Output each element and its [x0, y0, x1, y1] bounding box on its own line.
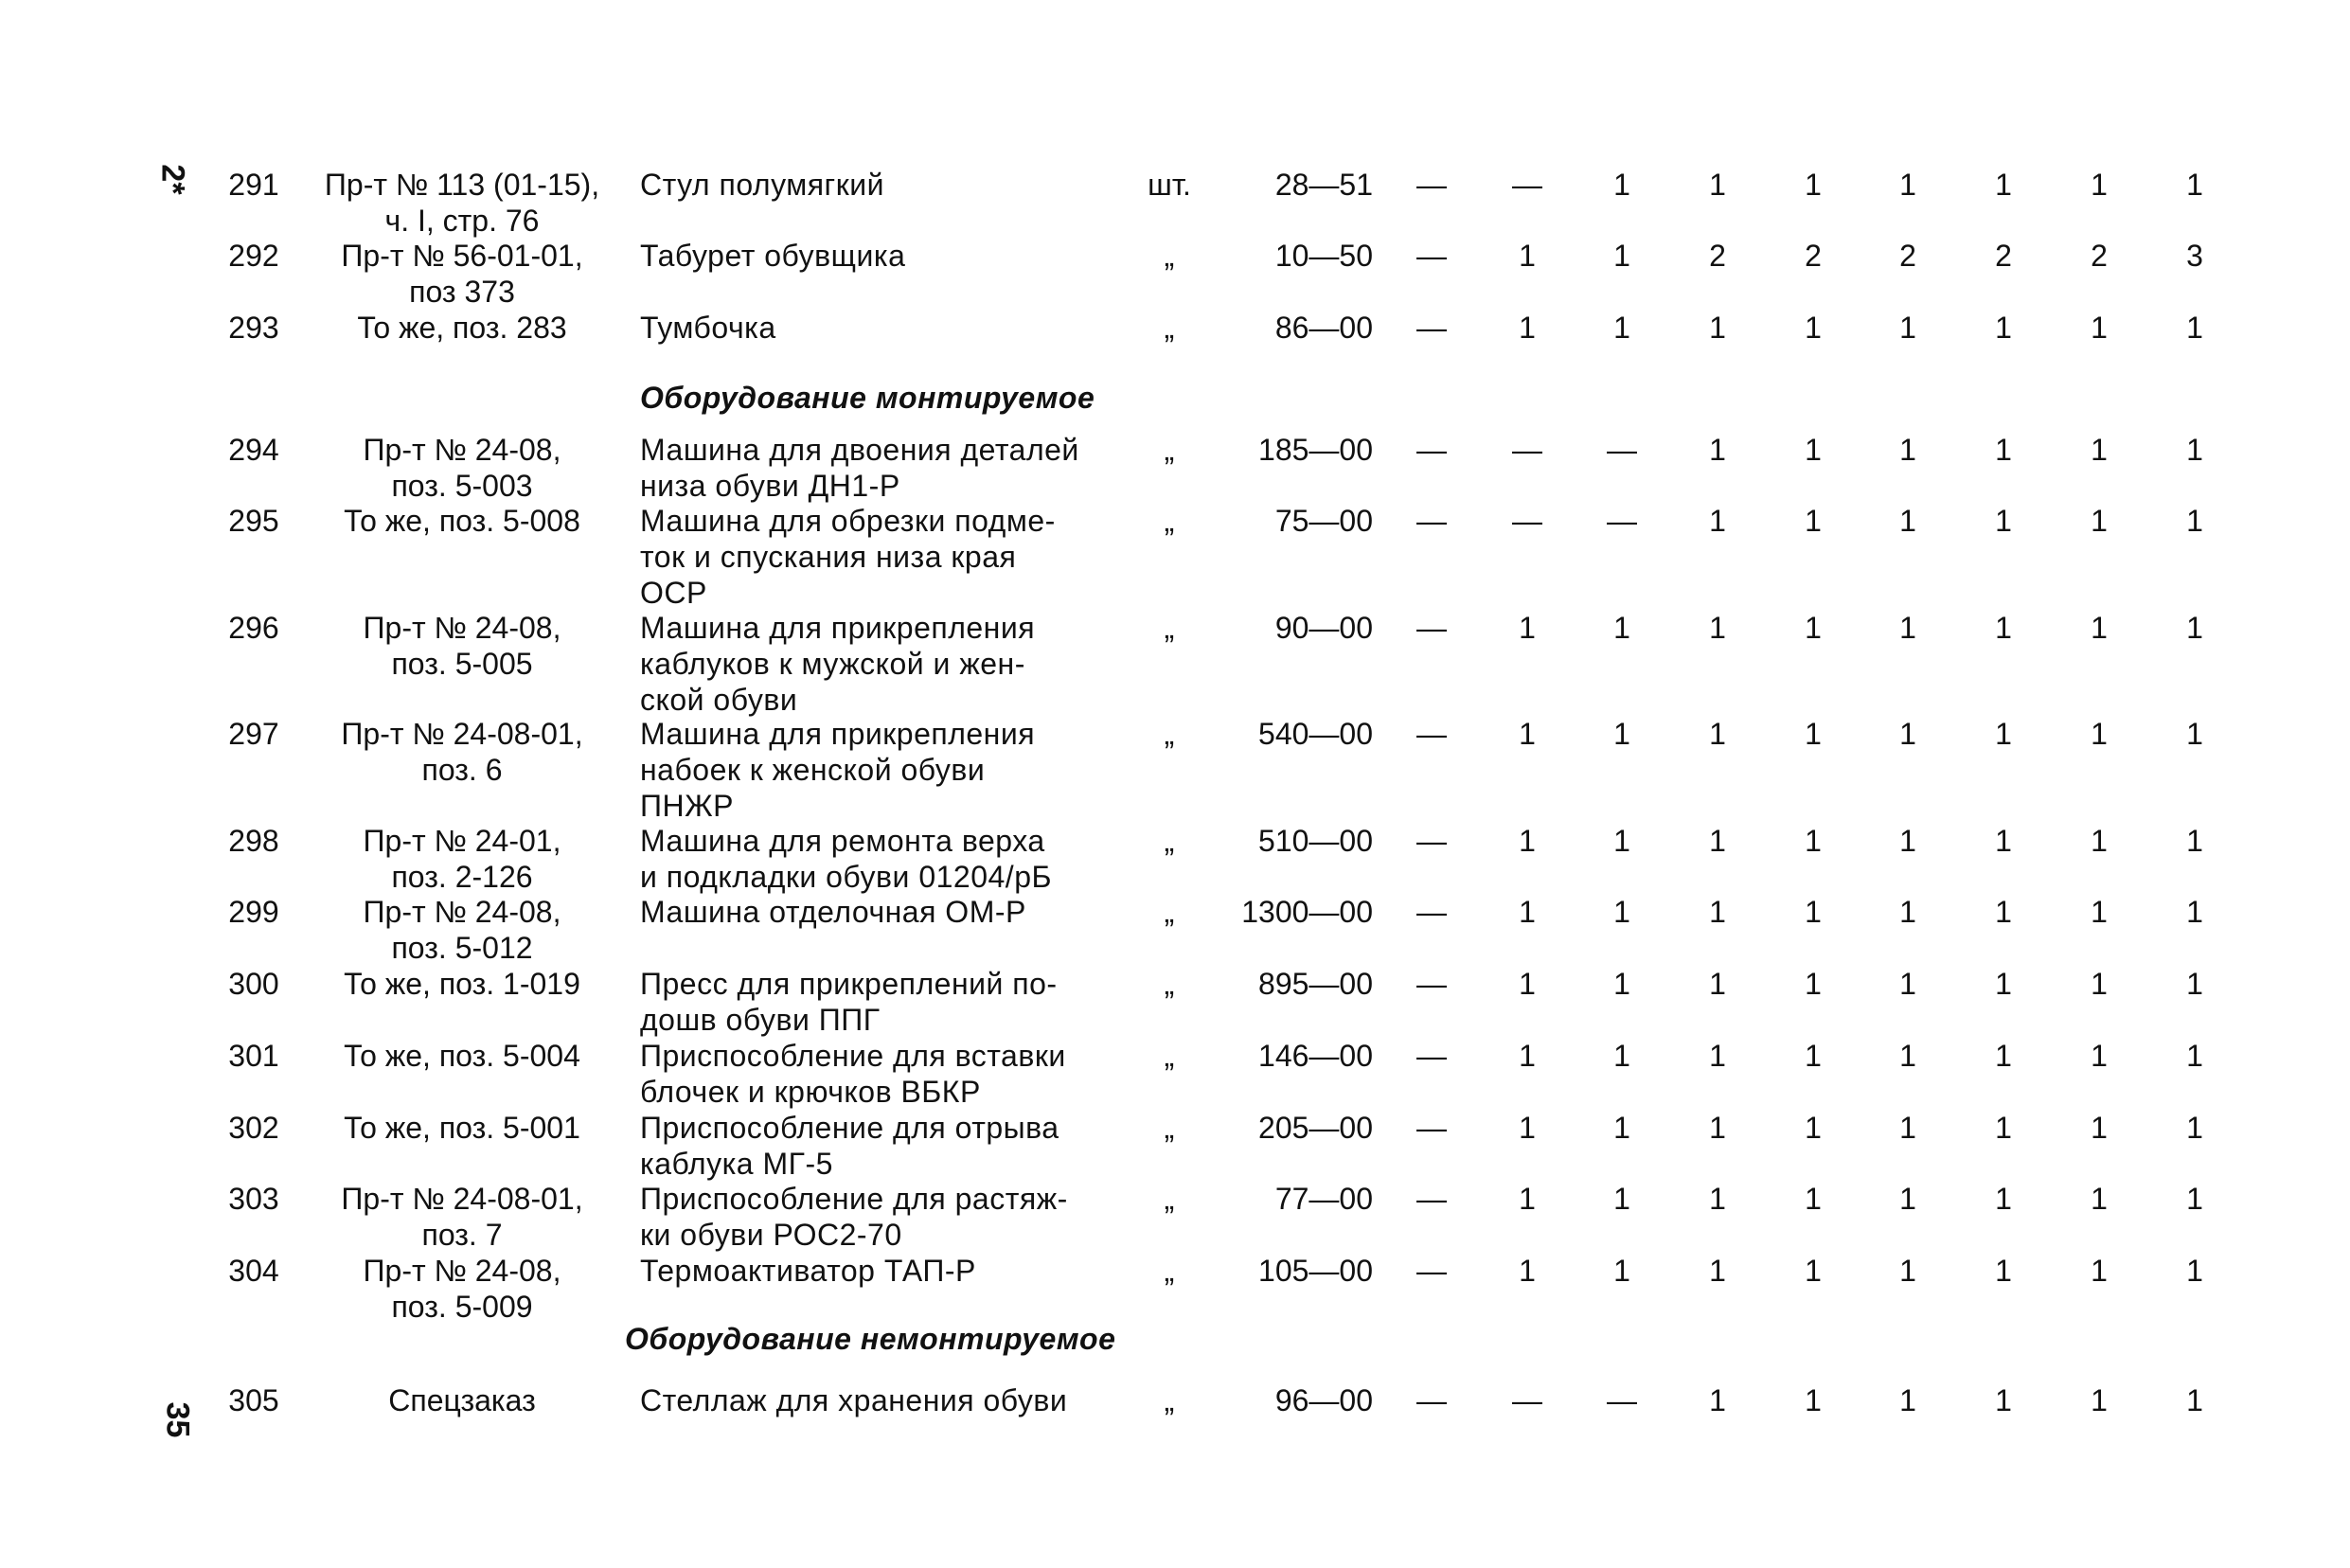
catalog-reference-line: ч. I, стр. 76 — [384, 204, 540, 238]
catalog-reference — [301, 432, 623, 504]
quantity-cell: 1 — [1709, 1254, 1726, 1288]
quantity-cell: 1 — [1519, 239, 1536, 273]
equipment-name-line: ток и спускания низа края — [640, 540, 1017, 574]
quantity-cell: 1 — [2091, 1254, 2108, 1288]
equipment-name-line: Тумбочка — [640, 311, 776, 345]
item-number: 301 — [228, 1039, 279, 1073]
price: 205—00 — [1258, 1111, 1373, 1145]
quantity-cell: 1 — [1805, 1182, 1822, 1216]
quantity-cell: 3 — [2186, 239, 2203, 273]
quantity-cell: 1 — [1805, 1111, 1822, 1145]
quantity-cell: 1 — [1709, 1111, 1726, 1145]
catalog-reference-line: То же, поз. 5-008 — [344, 504, 580, 538]
quantity-cell: — — [1416, 433, 1447, 467]
quantity-cell: 1 — [2186, 611, 2203, 645]
quantity-cell: 1 — [1899, 433, 1916, 467]
quantity-cell: 1 — [1995, 1254, 2012, 1288]
catalog-reference-line: поз. 5-012 — [391, 931, 533, 965]
equipment-name-line: ОСР — [640, 576, 707, 610]
quantity-cell: 1 — [1519, 1039, 1536, 1073]
catalog-reference-line: Пр-т № 24-08, — [363, 1254, 561, 1288]
catalog-reference-line: поз. 5-009 — [391, 1290, 533, 1324]
quantity-cell: 1 — [2091, 895, 2108, 929]
quantity-cell: 1 — [1709, 433, 1726, 467]
price: 77—00 — [1274, 1182, 1373, 1216]
quantity-cell: 1 — [1805, 311, 1822, 345]
unit: „ — [1164, 717, 1175, 751]
quantity-cell: — — [1512, 1383, 1542, 1417]
quantity-cell: 1 — [1613, 1182, 1630, 1216]
quantity-cell: 2 — [1995, 239, 2012, 273]
item-number: 295 — [228, 504, 279, 538]
quantity-cell: 1 — [1995, 1383, 2012, 1417]
quantity-cell: — — [1416, 311, 1447, 345]
catalog-reference-line: Пр-т № 24-01, — [363, 824, 561, 858]
quantity-cell: 1 — [1995, 1039, 2012, 1073]
quantity-cell: 1 — [2091, 611, 2108, 645]
item-number: 300 — [228, 967, 279, 1001]
quantity-cell: 1 — [1805, 504, 1822, 538]
quantity-cell: 1 — [1613, 168, 1630, 202]
catalog-reference — [301, 1110, 623, 1146]
item-number: 298 — [228, 824, 279, 858]
quantity-cell: 1 — [1519, 824, 1536, 858]
quantity-cell: 1 — [2186, 168, 2203, 202]
quantity-cell: 1 — [1613, 895, 1630, 929]
quantity-cell: 1 — [1519, 717, 1536, 751]
equipment-name-line: Пресс для прикреплений по- — [640, 967, 1058, 1001]
price: 105—00 — [1258, 1254, 1373, 1288]
equipment-name — [640, 1110, 1132, 1182]
catalog-reference — [301, 238, 623, 310]
item-number: 299 — [228, 895, 279, 929]
quantity-cell: 1 — [1995, 895, 2012, 929]
quantity-cell: 1 — [1805, 824, 1822, 858]
quantity-cell: 1 — [1899, 895, 1916, 929]
quantity-cell: 2 — [1709, 239, 1726, 273]
quantity-cell: 1 — [1709, 168, 1726, 202]
equipment-name — [640, 1253, 1132, 1289]
quantity-cell: 1 — [1805, 611, 1822, 645]
catalog-reference — [301, 823, 623, 895]
equipment-name-line: дошв обуви ППГ — [640, 1003, 881, 1037]
quantity-cell: 1 — [1709, 504, 1726, 538]
quantity-cell: 1 — [2186, 311, 2203, 345]
quantity-cell: 1 — [2186, 504, 2203, 538]
catalog-reference-line: поз. 5-005 — [391, 647, 533, 681]
price: 510—00 — [1258, 824, 1373, 858]
page-number: 35 — [159, 1401, 196, 1438]
item-number: 305 — [228, 1383, 279, 1417]
quantity-cell: 1 — [1899, 1111, 1916, 1145]
quantity-cell: 1 — [1899, 168, 1916, 202]
quantity-cell: 1 — [1519, 1111, 1536, 1145]
quantity-cell: 1 — [1709, 824, 1726, 858]
quantity-cell: 1 — [1805, 895, 1822, 929]
equipment-name-line: каблуков к мужской и жен- — [640, 647, 1025, 681]
quantity-cell: 1 — [2186, 717, 2203, 751]
quantity-cell: 1 — [2091, 311, 2108, 345]
quantity-cell: 1 — [1995, 611, 2012, 645]
equipment-name — [640, 432, 1132, 504]
unit: „ — [1164, 967, 1175, 1001]
quantity-cell: 1 — [2186, 1383, 2203, 1417]
quantity-cell: 1 — [2186, 1111, 2203, 1145]
equipment-name-line: и подкладки обуви 01204/рБ — [640, 860, 1052, 894]
equipment-name-line: блочек и крючков ВБКР — [640, 1075, 981, 1109]
quantity-cell: 1 — [1995, 1111, 2012, 1145]
unit: „ — [1164, 1254, 1175, 1288]
quantity-cell: 1 — [2186, 1254, 2203, 1288]
quantity-cell: 1 — [1995, 311, 2012, 345]
equipment-name — [640, 1038, 1132, 1110]
unit: „ — [1164, 504, 1175, 538]
quantity-cell: 1 — [1899, 311, 1916, 345]
item-number: 291 — [228, 168, 279, 202]
equipment-name-line: Термоактиватор ТАП-Р — [640, 1254, 976, 1288]
quantity-cell: 1 — [2091, 1182, 2108, 1216]
quantity-cell: — — [1416, 967, 1447, 1001]
quantity-cell: 1 — [2091, 1111, 2108, 1145]
quantity-cell: 1 — [1899, 1383, 1916, 1417]
quantity-cell: — — [1512, 433, 1542, 467]
quantity-cell: 1 — [1613, 311, 1630, 345]
quantity-cell: 1 — [1805, 1383, 1822, 1417]
quantity-cell: 1 — [2186, 824, 2203, 858]
quantity-cell: — — [1416, 1383, 1447, 1417]
catalog-reference-line: поз 373 — [409, 275, 515, 309]
quantity-cell: — — [1607, 433, 1637, 467]
quantity-cell: 1 — [2091, 967, 2108, 1001]
unit: „ — [1164, 1111, 1175, 1145]
quantity-cell: — — [1416, 168, 1447, 202]
equipment-name-line: Машина для прикрепления — [640, 717, 1036, 751]
unit: „ — [1164, 1182, 1175, 1216]
quantity-cell: 1 — [1899, 967, 1916, 1001]
catalog-reference-line: То же, поз. 5-004 — [344, 1039, 580, 1073]
quantity-cell: 1 — [2186, 967, 2203, 1001]
quantity-cell: — — [1416, 1182, 1447, 1216]
quantity-cell: 1 — [1613, 1111, 1630, 1145]
unit: „ — [1164, 611, 1175, 645]
unit: „ — [1164, 1383, 1175, 1417]
quantity-cell: 1 — [1709, 611, 1726, 645]
unit: „ — [1164, 311, 1175, 345]
quantity-cell: 1 — [2091, 717, 2108, 751]
price: 90—00 — [1274, 611, 1373, 645]
catalog-reference — [301, 1038, 623, 1074]
quantity-cell: — — [1416, 1254, 1447, 1288]
catalog-reference — [301, 1181, 623, 1253]
price: 1300—00 — [1241, 895, 1373, 929]
equipment-name — [640, 823, 1132, 895]
catalog-reference-line: То же, поз. 1-019 — [344, 967, 580, 1001]
item-number: 296 — [228, 611, 279, 645]
quantity-cell: 1 — [1899, 824, 1916, 858]
unit: „ — [1164, 433, 1175, 467]
quantity-cell: 1 — [1899, 1254, 1916, 1288]
equipment-name-line: каблука МГ-5 — [640, 1147, 833, 1181]
price: 540—00 — [1258, 717, 1373, 751]
quantity-cell: 1 — [1995, 504, 2012, 538]
price: 146—00 — [1258, 1039, 1373, 1073]
item-number: 303 — [228, 1182, 279, 1216]
quantity-cell: 1 — [1613, 1039, 1630, 1073]
equipment-name — [640, 610, 1132, 718]
equipment-name-line: ПНЖР — [640, 789, 734, 823]
quantity-cell: 1 — [2186, 433, 2203, 467]
unit: „ — [1164, 1039, 1175, 1073]
quantity-cell: 1 — [1709, 311, 1726, 345]
quantity-cell: 1 — [1899, 504, 1916, 538]
quantity-cell: 1 — [1805, 168, 1822, 202]
equipment-name — [640, 503, 1132, 611]
catalog-reference — [301, 1253, 623, 1325]
quantity-cell: — — [1416, 239, 1447, 273]
catalog-reference-line: поз. 2-126 — [391, 860, 533, 894]
quantity-cell: 1 — [1805, 433, 1822, 467]
quantity-cell: 1 — [1899, 1182, 1916, 1216]
quantity-cell: 1 — [1613, 239, 1630, 273]
equipment-name-line: Стул полумягкий — [640, 168, 884, 202]
quantity-cell: 1 — [1709, 967, 1726, 1001]
equipment-name-line: Стеллаж для хранения обуви — [640, 1383, 1068, 1417]
catalog-reference — [301, 503, 623, 539]
quantity-cell: 1 — [1709, 1039, 1726, 1073]
quantity-cell: — — [1416, 824, 1447, 858]
catalog-reference-line: То же, поз. 5-001 — [344, 1111, 580, 1145]
catalog-reference-line: Пр-т № 24-08, — [363, 611, 561, 645]
catalog-reference-line: Пр-т № 113 (01-15), — [324, 168, 600, 202]
item-number: 293 — [228, 311, 279, 345]
price: 28—51 — [1274, 168, 1373, 202]
equipment-name — [640, 716, 1132, 824]
price: 86—00 — [1274, 311, 1373, 345]
quantity-cell: 1 — [1709, 717, 1726, 751]
equipment-name-line: Машина для двоения деталей — [640, 433, 1079, 467]
equipment-name — [640, 238, 1132, 274]
catalog-reference-line: Пр-т № 24-08, — [363, 895, 561, 929]
quantity-cell: 1 — [1805, 1254, 1822, 1288]
quantity-cell: 1 — [1613, 1254, 1630, 1288]
quantity-cell: 1 — [1519, 967, 1536, 1001]
quantity-cell: 1 — [1519, 1254, 1536, 1288]
quantity-cell: 1 — [1995, 717, 2012, 751]
equipment-name-line: низа обуви ДН1-Р — [640, 469, 900, 503]
equipment-name — [640, 966, 1132, 1038]
catalog-reference — [301, 966, 623, 1002]
equipment-name-line: ки обуви РОС2-70 — [640, 1218, 902, 1252]
quantity-cell: — — [1416, 895, 1447, 929]
catalog-reference — [301, 894, 623, 966]
quantity-cell: 1 — [2186, 1039, 2203, 1073]
catalog-reference-line: Спецзаказ — [388, 1383, 536, 1417]
quantity-cell: 1 — [1519, 895, 1536, 929]
quantity-cell: 1 — [1519, 1182, 1536, 1216]
unit: шт. — [1148, 168, 1191, 202]
item-number: 304 — [228, 1254, 279, 1288]
quantity-cell: 1 — [2186, 1182, 2203, 1216]
quantity-cell: — — [1416, 1111, 1447, 1145]
quantity-cell: 1 — [1995, 168, 2012, 202]
equipment-name-line: ской обуви — [640, 683, 798, 717]
quantity-cell: 1 — [1613, 717, 1630, 751]
quantity-cell: 1 — [1519, 311, 1536, 345]
quantity-cell: 1 — [1995, 1182, 2012, 1216]
item-number: 297 — [228, 717, 279, 751]
quantity-cell: 2 — [2091, 239, 2108, 273]
quantity-cell: 1 — [1709, 1383, 1726, 1417]
price: 895—00 — [1258, 967, 1373, 1001]
equipment-name-line: Машина отделочная ОМ-Р — [640, 895, 1026, 929]
equipment-name-line: Машина для прикрепления — [640, 611, 1036, 645]
equipment-name — [640, 1181, 1132, 1253]
price: 75—00 — [1274, 504, 1373, 538]
price: 96—00 — [1274, 1383, 1373, 1417]
quantity-cell: — — [1512, 168, 1542, 202]
quantity-cell: — — [1607, 1383, 1637, 1417]
quantity-cell: — — [1416, 1039, 1447, 1073]
equipment-name-line: Приспособление для растяж- — [640, 1182, 1068, 1216]
equipment-name — [640, 167, 1132, 203]
equipment-name-line: Машина для ремонта верха — [640, 824, 1045, 858]
catalog-reference-line: Пр-т № 24-08, — [363, 433, 561, 467]
quantity-cell: 1 — [2091, 168, 2108, 202]
quantity-cell: — — [1416, 611, 1447, 645]
quantity-cell: 1 — [1613, 824, 1630, 858]
price: 185—00 — [1258, 433, 1373, 467]
sheet-mark: 2* — [154, 164, 191, 195]
catalog-reference-line: Пр-т № 24-08-01, — [341, 717, 583, 751]
quantity-cell: 2 — [1899, 239, 1916, 273]
equipment-name-line: Табурет обувщика — [640, 239, 906, 273]
quantity-cell: 1 — [1613, 967, 1630, 1001]
quantity-cell: 1 — [1805, 717, 1822, 751]
quantity-cell: 1 — [1899, 717, 1916, 751]
section-heading-unmounted: Оборудование немонтируемое — [625, 1322, 1116, 1356]
unit: „ — [1164, 895, 1175, 929]
unit: „ — [1164, 239, 1175, 273]
quantity-cell: 2 — [1805, 239, 1822, 273]
catalog-reference-line: поз. 6 — [421, 753, 503, 787]
price: 10—50 — [1274, 239, 1373, 273]
catalog-reference-line: То же, поз. 283 — [357, 311, 567, 345]
quantity-cell: 1 — [1805, 967, 1822, 1001]
quantity-cell: 1 — [1519, 611, 1536, 645]
quantity-cell: 1 — [1899, 1039, 1916, 1073]
quantity-cell: — — [1416, 504, 1447, 538]
equipment-name — [640, 310, 1132, 346]
quantity-cell: 1 — [1995, 824, 2012, 858]
catalog-reference — [301, 716, 623, 788]
quantity-cell: 1 — [1613, 611, 1630, 645]
quantity-cell: 1 — [1709, 895, 1726, 929]
catalog-reference — [301, 610, 623, 682]
equipment-name — [640, 894, 1132, 930]
catalog-reference — [301, 310, 623, 346]
quantity-cell: 1 — [2091, 504, 2108, 538]
quantity-cell: 1 — [1899, 611, 1916, 645]
section-heading-mounted: Оборудование монтируемое — [640, 381, 1095, 415]
quantity-cell: 1 — [2091, 824, 2108, 858]
item-number: 302 — [228, 1111, 279, 1145]
catalog-reference-line: поз. 5-003 — [391, 469, 533, 503]
quantity-cell: 1 — [1995, 967, 2012, 1001]
quantity-cell: 1 — [2091, 1039, 2108, 1073]
item-number: 292 — [228, 239, 279, 273]
quantity-cell: — — [1607, 504, 1637, 538]
catalog-reference-line: поз. 7 — [421, 1218, 503, 1252]
quantity-cell: 1 — [2091, 433, 2108, 467]
quantity-cell: 1 — [1995, 433, 2012, 467]
quantity-cell: 1 — [1709, 1182, 1726, 1216]
quantity-cell: — — [1416, 717, 1447, 751]
quantity-cell: 1 — [2186, 895, 2203, 929]
catalog-reference — [301, 1382, 623, 1418]
catalog-reference — [301, 167, 623, 239]
equipment-name-line: набоек к женской обуви — [640, 753, 986, 787]
equipment-name-line: Приспособление для отрыва — [640, 1111, 1059, 1145]
quantity-cell: — — [1512, 504, 1542, 538]
equipment-name — [640, 1382, 1132, 1418]
equipment-name-line: Приспособление для вставки — [640, 1039, 1066, 1073]
unit: „ — [1164, 824, 1175, 858]
equipment-name-line: Машина для обрезки подме- — [640, 504, 1056, 538]
quantity-cell: 1 — [2091, 1383, 2108, 1417]
catalog-reference-line: Пр-т № 56-01-01, — [341, 239, 583, 273]
quantity-cell: 1 — [1805, 1039, 1822, 1073]
item-number: 294 — [228, 433, 279, 467]
catalog-reference-line: Пр-т № 24-08-01, — [341, 1182, 583, 1216]
